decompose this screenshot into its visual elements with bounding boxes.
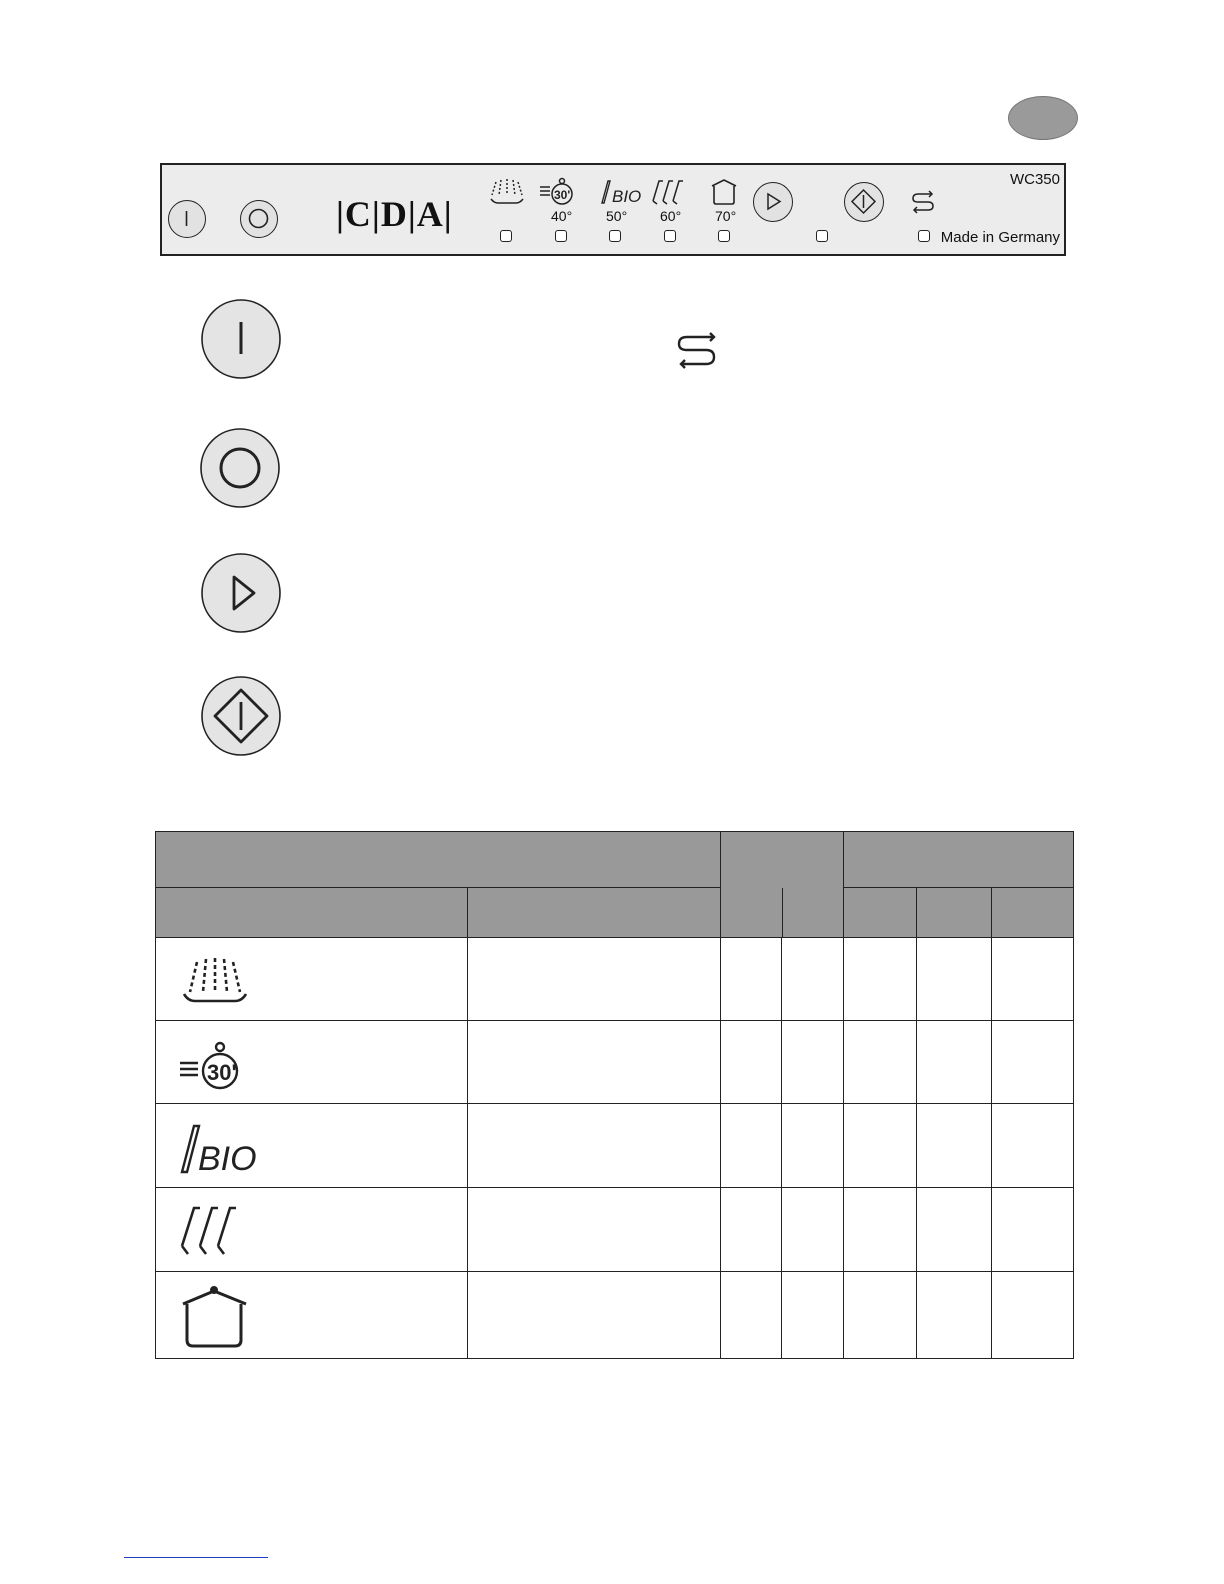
salt-refill-icon-large (674, 330, 720, 370)
model-number: WC350 (1009, 171, 1060, 188)
led-start (816, 230, 828, 242)
led-bio (609, 230, 621, 242)
footer-link-underline[interactable] (124, 1557, 268, 1558)
led-quick (555, 230, 567, 242)
table-subheader-col-c (992, 888, 1074, 938)
temp-70: 70° (715, 208, 737, 224)
panel-program-button[interactable] (753, 182, 793, 222)
salt-refill-icon (910, 189, 938, 215)
table-row (156, 1104, 1074, 1188)
led-intensive (718, 230, 730, 242)
start-diamond-icon (845, 183, 883, 221)
table-subheader-col-a (844, 888, 917, 938)
made-in-label: Made in Germany (940, 229, 1060, 246)
panel-off-button[interactable] (240, 200, 278, 238)
svg-text:BIO: BIO (198, 1140, 257, 1178)
table-row (156, 1188, 1074, 1272)
svg-text:30': 30' (554, 188, 571, 202)
temp-60: 60° (660, 208, 682, 224)
table-header-program (156, 832, 721, 888)
rinse-icon (180, 954, 250, 1010)
svg-text:BIO: BIO (612, 187, 642, 206)
table-row (156, 938, 1074, 1021)
normal-icon (650, 177, 690, 207)
row-icon-cell (156, 1272, 468, 1359)
bio-icon (598, 177, 642, 207)
normal-icon (178, 1202, 258, 1262)
panel-on-button[interactable] (168, 200, 206, 238)
led-salt (918, 230, 930, 242)
table-subheader-description (468, 888, 721, 938)
start-cancel-button-icon (199, 674, 285, 760)
row-icon-cell (156, 1188, 468, 1272)
table-subheader-symbol (156, 888, 468, 938)
table-header-duration (721, 832, 844, 938)
off-icon (241, 201, 277, 237)
brand-logo: |C|D|A| (336, 194, 453, 234)
row-icon-cell (156, 1021, 468, 1104)
off-button-icon (198, 426, 284, 512)
program-table (155, 831, 1074, 1359)
svg-text:30': 30' (207, 1060, 237, 1085)
table-header-consumption (844, 832, 1074, 888)
intensive-pot-icon (178, 1284, 258, 1350)
language-badge (1008, 96, 1078, 140)
on-button-icon (199, 297, 285, 383)
quick-30-icon (178, 1035, 258, 1091)
on-icon (169, 201, 205, 237)
led-normal (664, 230, 676, 242)
temp-50: 50° (606, 208, 628, 224)
row-icon-cell (156, 1104, 468, 1188)
program-select-button-icon (199, 552, 285, 638)
bio-icon (178, 1118, 258, 1178)
intensive-pot-icon (708, 177, 740, 207)
control-panel (160, 163, 1066, 256)
rinse-icon (488, 175, 526, 207)
play-icon (754, 183, 792, 221)
panel-start-button[interactable] (844, 182, 884, 222)
table-row (156, 1021, 1074, 1104)
row-icon-cell (156, 938, 468, 1021)
table-subheader-col-b (917, 888, 992, 938)
temp-40: 40° (551, 208, 573, 224)
quick-30-icon (538, 175, 582, 207)
led-rinse (500, 230, 512, 242)
table-row (156, 1272, 1074, 1359)
